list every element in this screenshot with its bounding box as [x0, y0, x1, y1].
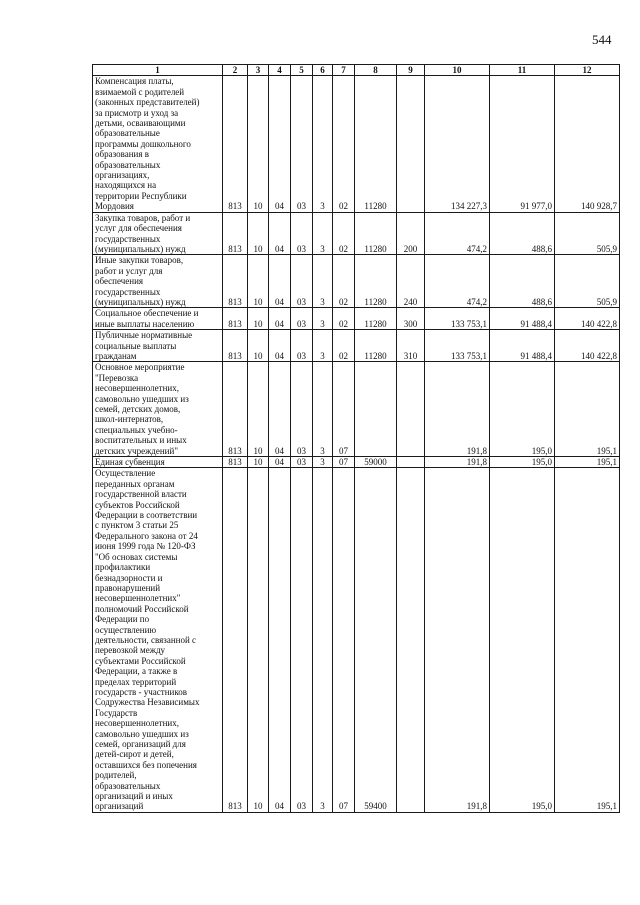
col-header-5: 5 — [291, 65, 313, 76]
col-header-8: 8 — [355, 65, 397, 76]
cell-col-5: 03 — [291, 468, 313, 812]
cell-col-5: 03 — [291, 362, 313, 457]
cell-col-9 — [397, 457, 425, 468]
cell-col-8: 11280 — [355, 308, 397, 330]
cell-col-5: 03 — [291, 457, 313, 468]
cell-col-2: 813 — [223, 468, 248, 812]
cell-col-11: 195,0 — [490, 362, 555, 457]
col-header-11: 11 — [490, 65, 555, 76]
cell-col-7: 07 — [333, 362, 355, 457]
cell-col-8: 11280 — [355, 212, 397, 255]
cell-col-11: 488,6 — [490, 212, 555, 255]
cell-col-7: 07 — [333, 468, 355, 812]
col-header-9: 9 — [397, 65, 425, 76]
budget-table — [92, 64, 620, 813]
cell-col-7: 02 — [333, 76, 355, 212]
cell-col-6: 3 — [313, 468, 333, 812]
cell-col-4: 04 — [269, 76, 291, 212]
cell-col-8: 11280 — [355, 255, 397, 308]
cell-col-9: 300 — [397, 308, 425, 330]
cell-col-8: 11280 — [355, 76, 397, 212]
cell-col-4: 04 — [269, 308, 291, 330]
cell-col-10: 474,2 — [425, 255, 490, 308]
cell-col-9: 310 — [397, 330, 425, 362]
cell-col-5: 03 — [291, 76, 313, 212]
cell-col-6: 3 — [313, 457, 333, 468]
cell-col-5: 03 — [291, 330, 313, 362]
table-row — [93, 468, 620, 812]
cell-col-12: 195,1 — [555, 362, 620, 457]
row-name: Единая субвенция — [93, 457, 223, 468]
cell-col-11: 91 488,4 — [490, 308, 555, 330]
cell-col-8 — [355, 362, 397, 457]
cell-col-4: 04 — [269, 457, 291, 468]
cell-col-3: 10 — [248, 76, 269, 212]
cell-col-10: 133 753,1 — [425, 330, 490, 362]
col-header-10: 10 — [425, 65, 490, 76]
cell-col-10: 133 753,1 — [425, 308, 490, 330]
cell-col-8: 59000 — [355, 457, 397, 468]
cell-col-2: 813 — [223, 457, 248, 468]
cell-col-4: 04 — [269, 212, 291, 255]
cell-col-9 — [397, 76, 425, 212]
cell-col-10: 474,2 — [425, 212, 490, 255]
cell-col-12: 505,9 — [555, 212, 620, 255]
row-name: Иные закупки товаров, работ и услуг для обеспечения государственных (муниципальных) нужд — [93, 255, 223, 308]
cell-col-12: 505,9 — [555, 255, 620, 308]
cell-col-6: 3 — [313, 212, 333, 255]
cell-col-5: 03 — [291, 308, 313, 330]
cell-col-9: 200 — [397, 212, 425, 255]
cell-col-11: 195,0 — [490, 468, 555, 812]
row-name: Публичные нормативные социальные выплаты гражданам — [93, 330, 223, 362]
cell-col-11: 91 488,4 — [490, 330, 555, 362]
row-name: Социальное обеспечение и иные выплаты населению — [93, 308, 223, 330]
cell-col-6: 3 — [313, 330, 333, 362]
cell-col-2: 813 — [223, 362, 248, 457]
cell-col-5: 03 — [291, 255, 313, 308]
cell-col-8: 59400 — [355, 468, 397, 812]
col-header-2: 2 — [223, 65, 248, 76]
cell-col-2: 813 — [223, 255, 248, 308]
table-row — [93, 212, 620, 255]
col-header-1: 1 — [93, 65, 223, 76]
cell-col-2: 813 — [223, 330, 248, 362]
cell-col-12: 140 928,7 — [555, 76, 620, 212]
cell-col-3: 10 — [248, 308, 269, 330]
col-header-4: 4 — [269, 65, 291, 76]
row-name: Компенсация платы, взимаемой с родителей (законных представителей) за присмотр и уход за детьми, осваивающими образовательные программы дошкольного образования в образовательных организациях, находящихся на территории Республики Мордовия — [93, 76, 223, 212]
table-row — [93, 255, 620, 308]
cell-col-9 — [397, 468, 425, 812]
cell-col-6: 3 — [313, 362, 333, 457]
cell-col-7: 02 — [333, 330, 355, 362]
cell-col-3: 10 — [248, 330, 269, 362]
cell-col-3: 10 — [248, 457, 269, 468]
cell-col-6: 3 — [313, 308, 333, 330]
header-row — [93, 65, 620, 76]
page-number: 544 — [592, 32, 612, 47]
cell-col-11: 488,6 — [490, 255, 555, 308]
cell-col-10: 134 227,3 — [425, 76, 490, 212]
cell-col-4: 04 — [269, 468, 291, 812]
cell-col-4: 04 — [269, 330, 291, 362]
cell-col-4: 04 — [269, 255, 291, 308]
cell-col-12: 195,1 — [555, 457, 620, 468]
table-row — [93, 330, 620, 362]
cell-col-11: 91 977,0 — [490, 76, 555, 212]
cell-col-12: 140 422,8 — [555, 308, 620, 330]
cell-col-5: 03 — [291, 212, 313, 255]
cell-col-10: 191,8 — [425, 362, 490, 457]
cell-col-7: 02 — [333, 212, 355, 255]
col-header-6: 6 — [313, 65, 333, 76]
cell-col-2: 813 — [223, 308, 248, 330]
col-header-3: 3 — [248, 65, 269, 76]
cell-col-6: 3 — [313, 76, 333, 212]
cell-col-3: 10 — [248, 255, 269, 308]
table-row — [93, 362, 620, 457]
table-row — [93, 308, 620, 330]
cell-col-11: 195,0 — [490, 457, 555, 468]
col-header-7: 7 — [333, 65, 355, 76]
row-name: Осуществление переданных органам государственной власти субъектов Российской Федерации в соответствии с пунктом 3 статьи 25 Федерального закона от 24 июня 1999 года № 120-ФЗ "Об основах системы профилактики безнадзорности и правонарушений несовершеннолетних" полномочий Российской Федерации по осуществлению деятельности, связанной с перевозкой между субъектами Российской Федерации, а также в пределах территорий государств - участников Содружества Независимых Государств несовершеннолетних, самовольно ушедших из семей, организаций для детей-сирот и детей, оставшихся без попечения родителей, образовательных организаций и иных организаций — [93, 468, 223, 812]
cell-col-6: 3 — [313, 255, 333, 308]
cell-col-10: 191,8 — [425, 468, 490, 812]
cell-col-3: 10 — [248, 468, 269, 812]
cell-col-7: 02 — [333, 255, 355, 308]
cell-col-4: 04 — [269, 362, 291, 457]
cell-col-9 — [397, 362, 425, 457]
table-row — [93, 457, 620, 468]
cell-col-8: 11280 — [355, 330, 397, 362]
cell-col-12: 195,1 — [555, 468, 620, 812]
cell-col-2: 813 — [223, 76, 248, 212]
cell-col-3: 10 — [248, 212, 269, 255]
cell-col-10: 191,8 — [425, 457, 490, 468]
cell-col-9: 240 — [397, 255, 425, 308]
cell-col-7: 07 — [333, 457, 355, 468]
cell-col-12: 140 422,8 — [555, 330, 620, 362]
cell-col-3: 10 — [248, 362, 269, 457]
cell-col-7: 02 — [333, 308, 355, 330]
col-header-12: 12 — [555, 65, 620, 76]
cell-col-2: 813 — [223, 212, 248, 255]
row-name: Основное мероприятие "Перевозка несовершеннолетних, самовольно ушедших из семей, детских домов, школ-интернатов, специальных учебно- воспитательных и иных детских учреждений" — [93, 362, 223, 457]
table-row — [93, 76, 620, 212]
row-name: Закупка товаров, работ и услуг для обеспечения государственных (муниципальных) нужд — [93, 212, 223, 255]
